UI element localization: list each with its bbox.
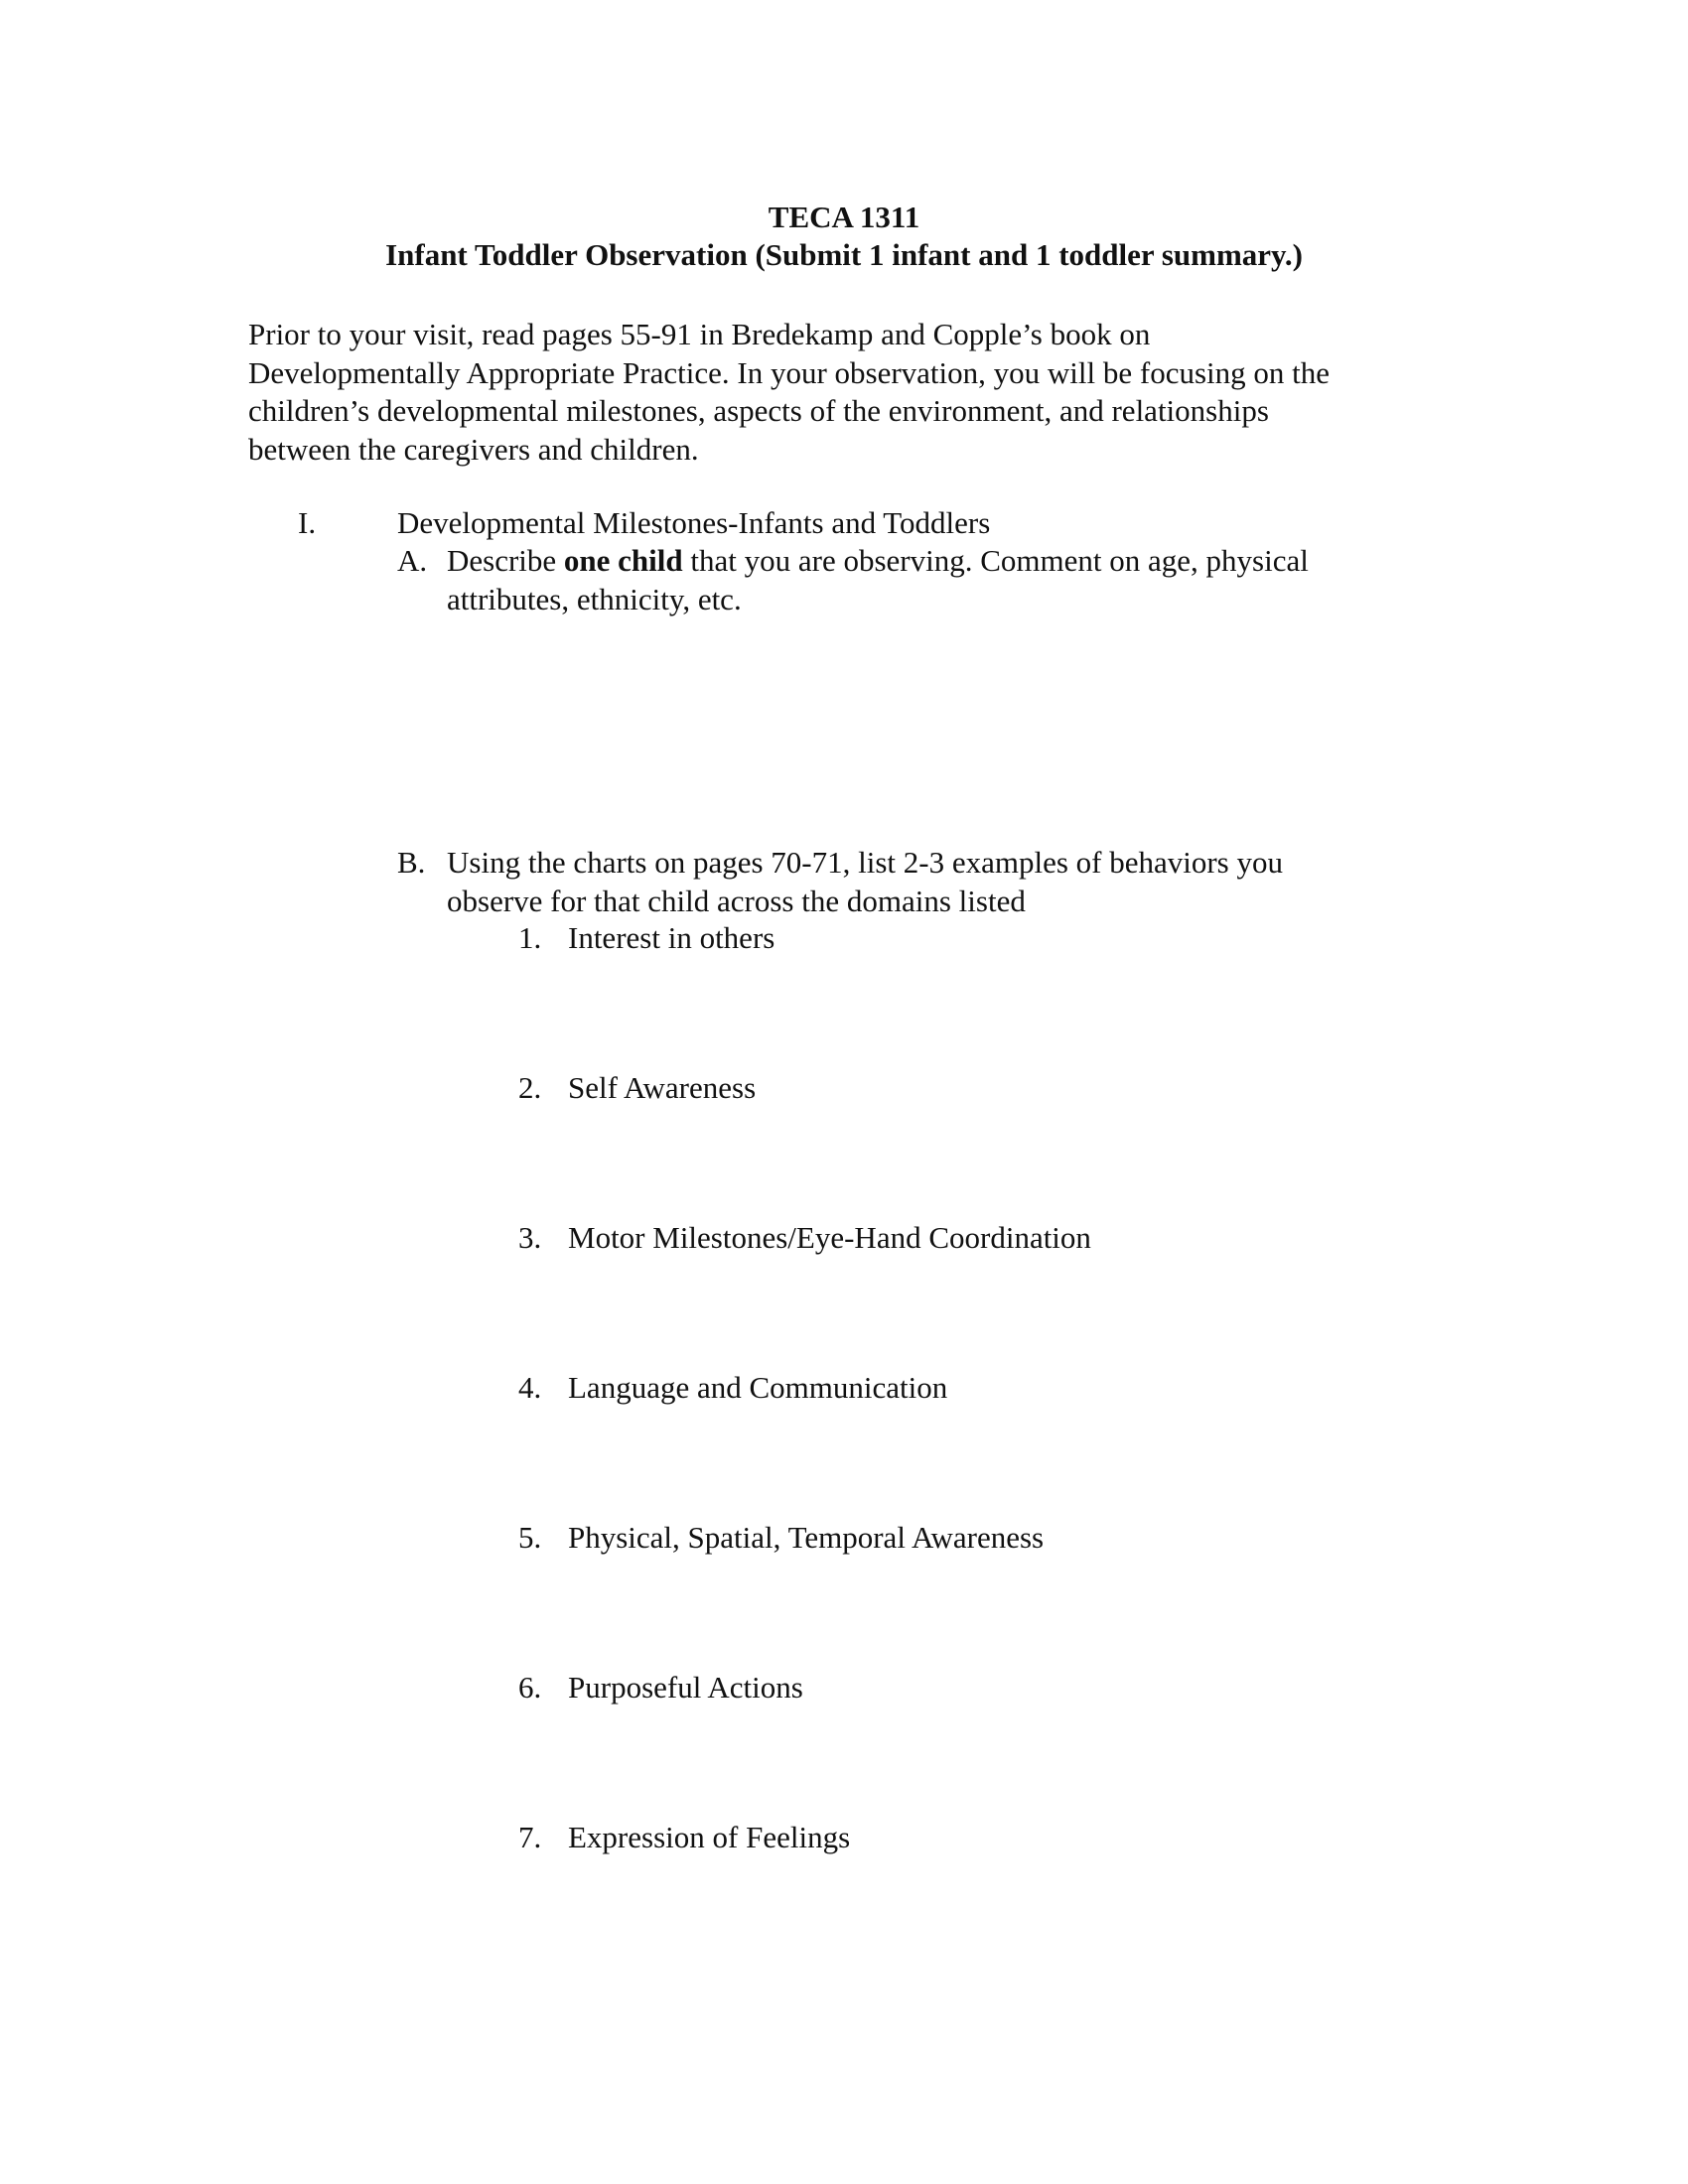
domain-label: Expression of Feelings	[568, 1820, 851, 1854]
assignment-subtitle: Infant Toddler Observation (Submit 1 infant and 1 toddler summary.)	[385, 237, 1303, 272]
part-a-emphasis: one child	[563, 543, 683, 578]
domain-label: Purposeful Actions	[568, 1670, 803, 1705]
section-heading: Developmental Milestones-Infants and Toddlers	[397, 505, 991, 540]
domain-label: Language and Communication	[568, 1370, 948, 1405]
intro-paragraph	[248, 316, 1470, 469]
domain-label: Physical, Spatial, Temporal Awareness	[568, 1520, 1045, 1555]
section-numeral: I.	[298, 505, 317, 540]
domain-label: Interest in others	[568, 920, 775, 955]
course-title: TECA 1311	[768, 200, 920, 234]
part-b-text	[447, 844, 1440, 920]
domain-number: 5.	[518, 1520, 542, 1555]
part-a-line-1	[447, 542, 1440, 581]
part-b	[397, 844, 1450, 923]
intro-line: Developmentally Appropriate Practice. In your observation, you will be focusing on the	[248, 354, 1331, 390]
intro-line: between the caregivers and children.	[248, 431, 699, 467]
domain-label: Self Awareness	[568, 1070, 757, 1105]
part-b-marker: B.	[397, 845, 426, 880]
domain-number: 3.	[518, 1220, 542, 1255]
intro-line: children’s developmental milestones, aspects of the environment, and relationships	[248, 393, 1269, 428]
domain-number: 7.	[518, 1820, 542, 1854]
intro-line: Prior to your visit, read pages 55-91 in Bredekamp and Copple’s book on	[248, 317, 1151, 351]
domain-number: 2.	[518, 1070, 542, 1105]
part-a-text	[447, 542, 1440, 618]
part-a	[397, 542, 1450, 621]
part-a-text-before: Describe	[447, 543, 564, 578]
domain-number: 1.	[518, 920, 542, 955]
part-b-line-1: Using the charts on pages 70-71, list 2-3 examples of behaviors you	[447, 845, 1283, 880]
part-b-line-2: observe for that child across the domains listed	[447, 883, 1026, 918]
part-a-line-2: attributes, ethnicity, etc.	[447, 581, 742, 616]
part-a-text-after: that you are observing. Comment on age, physical	[682, 543, 1309, 578]
domain-label: Motor Milestones/Eye-Hand Coordination	[568, 1220, 1091, 1255]
domain-number: 4.	[518, 1370, 542, 1405]
part-a-marker: A.	[397, 543, 428, 578]
domain-number: 6.	[518, 1670, 542, 1705]
